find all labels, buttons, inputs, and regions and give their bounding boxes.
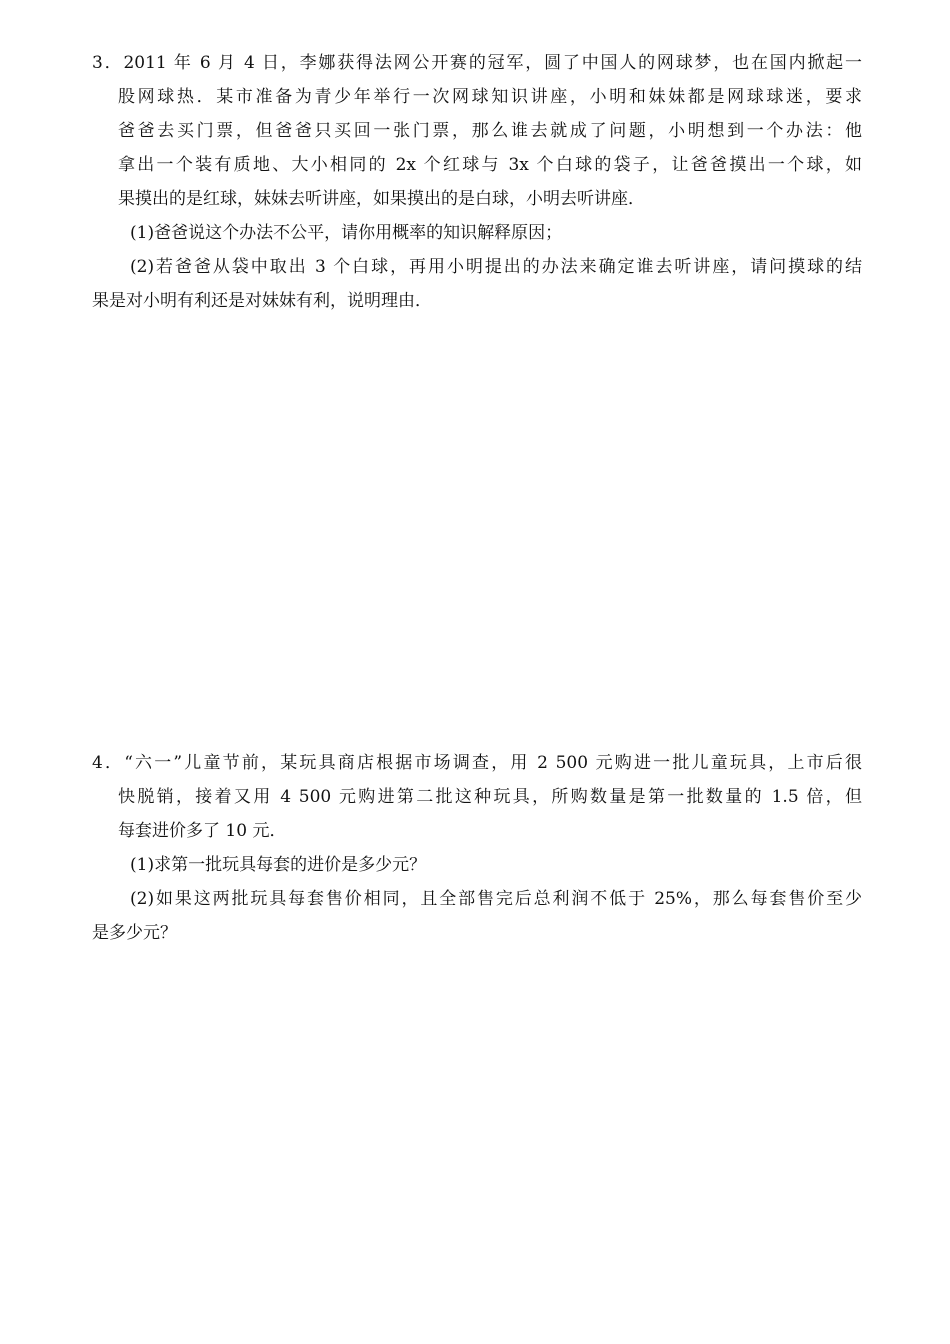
problem-4-line-1 — [92, 746, 862, 780]
problem-3-text-line: 果摸出的是红球，妹妹去听讲座，如果摸出的是白球，小明去听讲座． — [118, 189, 645, 209]
problem-4-number: 4． — [92, 753, 125, 773]
problem-3-number: 3． — [92, 53, 124, 73]
problem-4 — [92, 746, 862, 950]
problem-4-text-line: 快脱销，接着又用 4 500 元购进第二批这种玩具，所购数量是第一批数量的 1.5 倍，但 — [118, 787, 862, 807]
problem-4-part-1: (1)求第一批玩具每套的进价是多少元？ — [130, 855, 427, 875]
problem-3 — [92, 46, 862, 318]
problem-4-part-2-continuation: 是多少元？ — [92, 923, 177, 943]
problem-4-text-line: 每套进价多了 10 元． — [118, 821, 287, 841]
problem-3-part-2: (2)若爸爸从袋中取出 3 个白球，再用小明提出的办法来确定谁去听讲座，请问摸球的结 — [130, 257, 862, 277]
problem-3-text-line: 2011 年 6 月 4 日，李娜获得法网公开赛的冠军，圆了中国人的网球梦，也在国内掀起一 — [123, 53, 862, 73]
problem-4-part-2: (2)如果这两批玩具每套售价相同，且全部售完后总利润不低于 25%，那么每套售价至少 — [130, 889, 862, 909]
problem-3-part-2-continuation: 果是对小明有利还是对妹妹有利，说明理由． — [92, 291, 432, 311]
problem-4-text-line: “六一”儿童节前，某玩具商店根据市场调查，用 2 500 元购进一批儿童玩具，上市后很 — [124, 753, 862, 773]
problem-3-text-line: 拿出一个装有质地、大小相同的 2x 个红球与 3x 个白球的袋子，让爸爸摸出一个球，如 — [118, 155, 862, 175]
problem-3-line-1 — [92, 46, 862, 80]
problem-3-text-line: 爸爸去买门票，但爸爸只买回一张门票，那么谁去就成了问题，小明想到一个办法：他 — [118, 121, 862, 141]
problem-3-part-1: (1)爸爸说这个办法不公平，请你用概率的知识解释原因； — [130, 223, 563, 243]
problem-3-text-line: 股网球热．某市准备为青少年举行一次网球知识讲座，小明和妹妹都是网球球迷，要求 — [118, 87, 862, 107]
